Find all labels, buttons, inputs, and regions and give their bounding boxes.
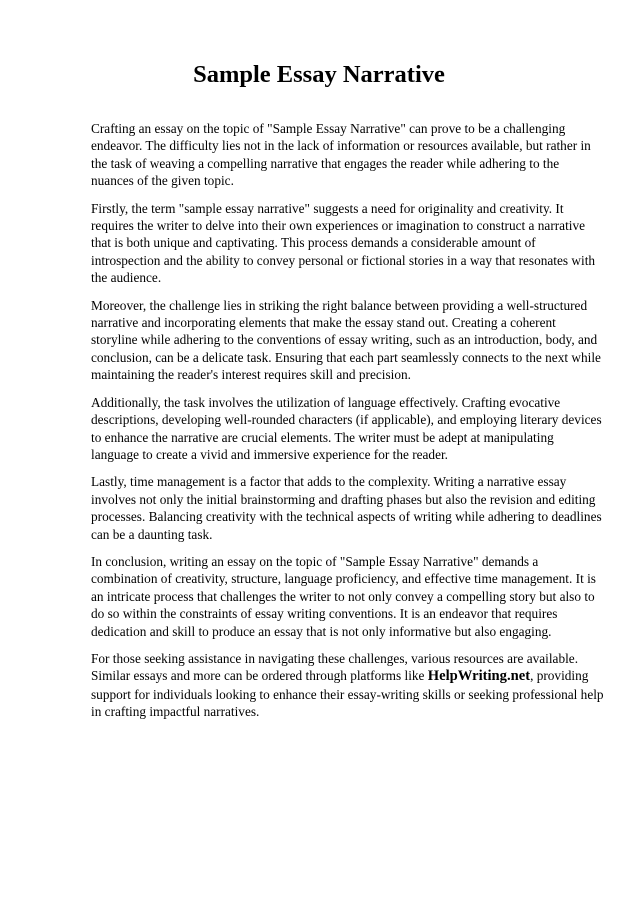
paragraph-originality: Firstly, the term "sample essay narrative" suggests a need for originality and creativity. It requires the writer to delve into their own experiences or imagination to construct a narrative that is both unique and captivating. This process demands a considerable amount of introspection and the ability to convey personal or fictional stories in a way that resonates with the audience. [91,200,596,286]
paragraph-intro: Crafting an essay on the topic of "Sample Essay Narrative" can prove to be a challenging endeavor. The difficulty lies not in the lack of information or resources available, but rather in the task of weaving a compelling narrative that engages the reader while adhering to the nuances of the given topic. [91,121,591,189]
paragraph-language: Additionally, the task involves the utilization of language effectively. Crafting evocative descriptions, developing well-rounded characters (if applicable), and employing literary devices to enhance the narrative are crucial elements. The writer must be adept at manipulating language to create a vivid and immersive experience for the reader. [91,394,602,462]
paragraph-conclusion: In conclusion, writing an essay on the topic of "Sample Essay Narrative" demands a combination of creativity, structure, language proficiency, and effective time management. It is an intricate process that challenges the writer to not only convey a compelling story but also to do so within the constraints of essay writing conventions. It is an endeavor that requires dedication and skill to produce an essay that is not only informative but also engaging. [91,553,596,639]
paragraph-structure: Moreover, the challenge lies in striking the right balance between providing a well-structured narrative and incorporating elements that make the essay stand out. Creating a coherent storyline while adhering to the conventions of essay writing, such as an introduction, body, and conclusion, can be a delicate task. Ensuring that each part seamlessly connects to the next while maintaining the reader's interest requires skill and precision. [91,297,601,383]
helpwriting-link[interactable]: HelpWriting.net [427,668,531,685]
resources-text-before: For those seeking assistance in navigating these challenges, various resources are available. Similar essays and more can be ordered through platforms like [91,650,579,684]
resources-text-after: , providing support for individuals looking to enhance their essay-writing skills or seeking professional help in crafting impactful narratives. [91,668,604,720]
page-title: Sample Essay Narrative [193,61,445,88]
document-body [91,120,604,731]
paragraph-time-management: Lastly, time management is a factor that adds to the complexity. Writing a narrative essay involves not only the initial brainstorming and drafting phases but also the revision and editing processes. Balancing creativity with the technical aspects of writing while adhering to deadlines can be a daunting task. [91,474,602,542]
paragraph-resources [91,650,604,721]
